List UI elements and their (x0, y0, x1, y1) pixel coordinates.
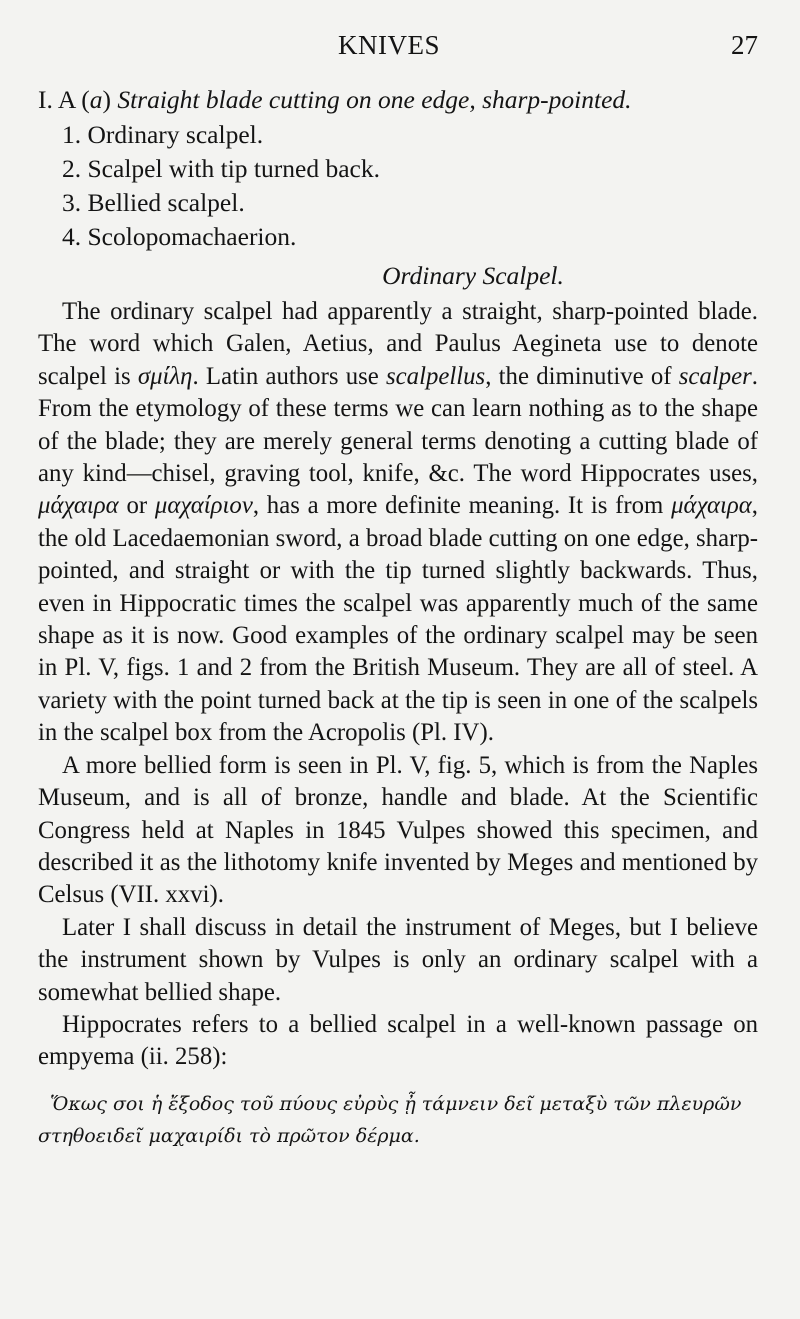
p1-text-b: . Latin authors use (192, 362, 387, 390)
p1-text-a: The ordinary scalpel had apparently a straight, sharp-pointed blade. The word which Galen, Aetius, and Paulus Aegineta use to denote scalpel is (38, 298, 758, 390)
subheading: Ordinary Scalpel. (382, 261, 564, 290)
paragraph-1 (38, 296, 758, 750)
body-text (38, 82, 758, 1152)
heading-close: ) (102, 85, 118, 114)
latin-term: scalper (678, 362, 752, 390)
list-item: 1. Ordinary scalpel. (62, 120, 264, 149)
list-item: 4. Scolopomachaerion. (62, 222, 297, 251)
paragraph-2: A more bellied form is seen in Pl. V, fig. 5, which is from the Naples Museum, and is all of bronze, handle and blade. At the Scientific Congress held at Naples in 1845 Vulpes showed this specimen, and described it as the lithotomy knife invented by Meges and mentioned by Celsus (VII. xxvi). (38, 751, 758, 909)
greek-term: μάχαιρα (38, 492, 119, 520)
p1-text-f: , has a more definite meaning. It is from (252, 492, 672, 520)
p1-text-d: . From the etymology of these terms we can learn nothing as to the shape of the blade; they are merely general terms denoting a cutting blade of any kind—chisel, graving tool, knife, &c. The word Hippocrates uses, (38, 362, 758, 488)
scalpel-type-list (38, 118, 758, 254)
greek-term: μαχαίριον (154, 492, 253, 520)
running-head (38, 30, 758, 66)
greek-term: μάχαιρα (671, 492, 752, 520)
paragraph-3: Later I shall discuss in detail the instrument of Meges, but I believe the instrument shown by Vulpes is only an ordinary scalpel with a somewhat bellied shape. (38, 913, 758, 1006)
p1-text-c: , the diminutive of (485, 362, 679, 390)
section-heading (38, 82, 758, 118)
heading-prefix: I. A ( (38, 85, 90, 114)
paragraph-4: Hippocrates refers to a bellied scalpel in a well-known passage on empyema (ii. 258): (38, 1010, 758, 1071)
greek-term: σμίλη (137, 362, 193, 390)
heading-italic: Straight blade cutting on one edge, sharp-pointed. (117, 85, 632, 114)
list-item: 2. Scalpel with tip turned back. (62, 154, 380, 183)
list-item: 3. Bellied scalpel. (62, 188, 245, 217)
p1-text-e: or (118, 492, 155, 520)
page-number: 27 (731, 30, 758, 60)
latin-term: scalpellus (386, 362, 486, 390)
heading-letter: a (89, 85, 103, 114)
running-head-title: KNIVES (338, 30, 440, 60)
greek-quotation: Ὅκως σοι ἡ ἔξοδος τοῦ πύους εὐρὺς ᾖ τάμνειν δεῖ μεταξὺ τῶν πλευρῶν στηθοειδεῖ μαχαιρίδι τὸ πρῶτον δέρμα. (38, 1092, 742, 1147)
p1-text-g: , the old Lacedaemonian sword, a broad blade cutting on one edge, sharp-pointed, and straight or with the tip turned slightly backwards. Thus, even in Hippocratic times the scalpel was apparently much of the same shape as it is now. Good examples of the ordinary scalpel may be seen in Pl. V, figs. 1 and 2 from the British Museum. They are all of steel. A variety with the point turned back at the tip is seen in one of the scalpels in the scalpel box from the Acropolis (Pl. IV). (38, 492, 758, 747)
